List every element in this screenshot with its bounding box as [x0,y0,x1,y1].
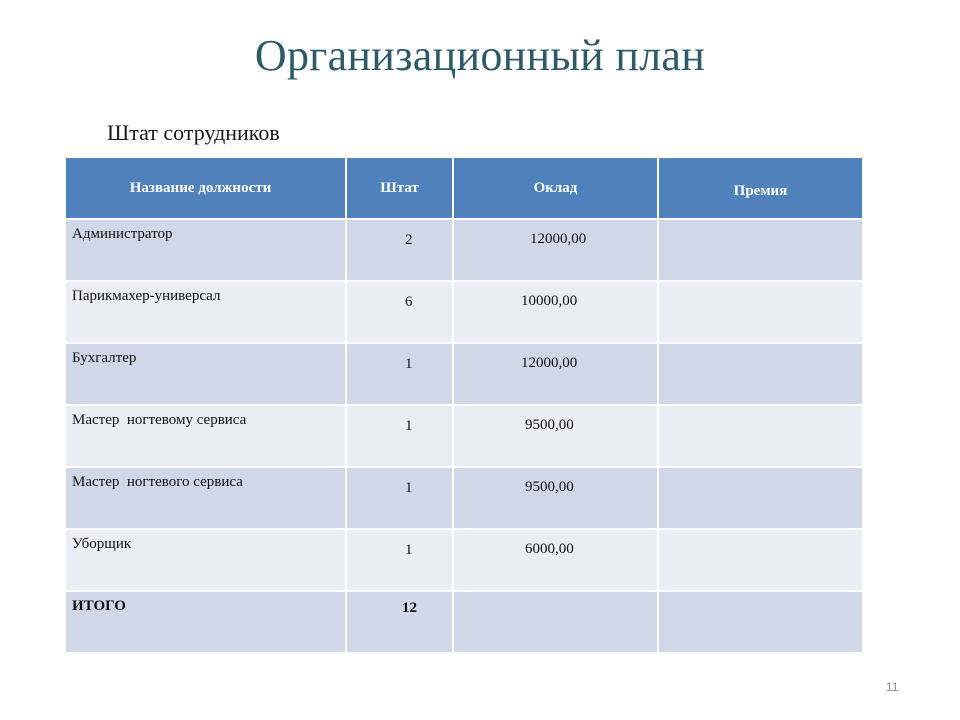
table-caption: Штат сотрудников [107,120,280,145]
salary-cell [453,529,658,591]
role-cell [65,219,346,281]
bonus-cell [658,529,863,591]
role-cell [65,467,346,529]
count-cell [346,281,453,343]
table-row [65,219,863,281]
role-name: Мастер ногтевого сервиса [72,474,243,490]
count-cell [346,405,453,467]
header-cell-salary [453,157,658,219]
role-cell [65,529,346,591]
salary-value: 12000,00 [530,231,587,247]
role-name: Уборщик [72,536,132,552]
total-label-cell [65,591,346,653]
total-count: 12 [402,600,417,616]
salary-value: 10000,00 [521,293,578,309]
total-count-cell [346,591,453,653]
total-bonus-cell [658,591,863,653]
role-name: Парикмахер-универсал [72,288,221,304]
header-salary-label: Оклад [533,180,578,196]
salary-value: 9500,00 [525,417,574,433]
count-cell [346,529,453,591]
table-row [65,529,863,591]
salary-cell [453,219,658,281]
bonus-cell [658,219,863,281]
bonus-cell [658,281,863,343]
staff-count: 1 [405,480,413,496]
staff-count: 1 [405,418,413,434]
staff-count: 6 [405,294,413,310]
salary-cell [453,281,658,343]
bonus-cell [658,405,863,467]
role-name: Администратор [72,226,173,242]
role-name: Бухгалтер [72,350,137,366]
slide-title: Организационный план [254,31,706,80]
salary-cell [453,343,658,405]
role-cell [65,343,346,405]
role-cell [65,405,346,467]
staff-count: 1 [405,356,413,372]
table-header-row [65,157,863,219]
total-salary-cell [453,591,658,653]
salary-value: 9500,00 [525,479,574,495]
count-cell [346,343,453,405]
staff-table [64,156,864,654]
table-row [65,343,863,405]
role-cell [65,281,346,343]
role-name: Мастер ногтевому сервиса [72,412,247,428]
count-cell [346,467,453,529]
bonus-cell [658,343,863,405]
bonus-cell [658,467,863,529]
salary-value: 12000,00 [521,355,578,371]
table-row [65,467,863,529]
table-row [65,405,863,467]
header-cell-bonus [658,157,863,219]
page-number: 11 [886,680,899,694]
header-count-label: Штат [380,180,419,196]
table-row [65,281,863,343]
header-bonus-label: Премия [733,183,788,199]
staff-count: 2 [405,232,413,248]
salary-cell [453,405,658,467]
staff-count: 1 [405,542,413,558]
count-cell [346,219,453,281]
salary-value: 6000,00 [525,541,574,557]
header-position-label: Название должности [129,180,272,196]
header-cell-count [346,157,453,219]
table-total-row [65,591,863,653]
header-cell-position [65,157,346,219]
salary-cell [453,467,658,529]
total-label: ИТОГО [72,598,126,614]
